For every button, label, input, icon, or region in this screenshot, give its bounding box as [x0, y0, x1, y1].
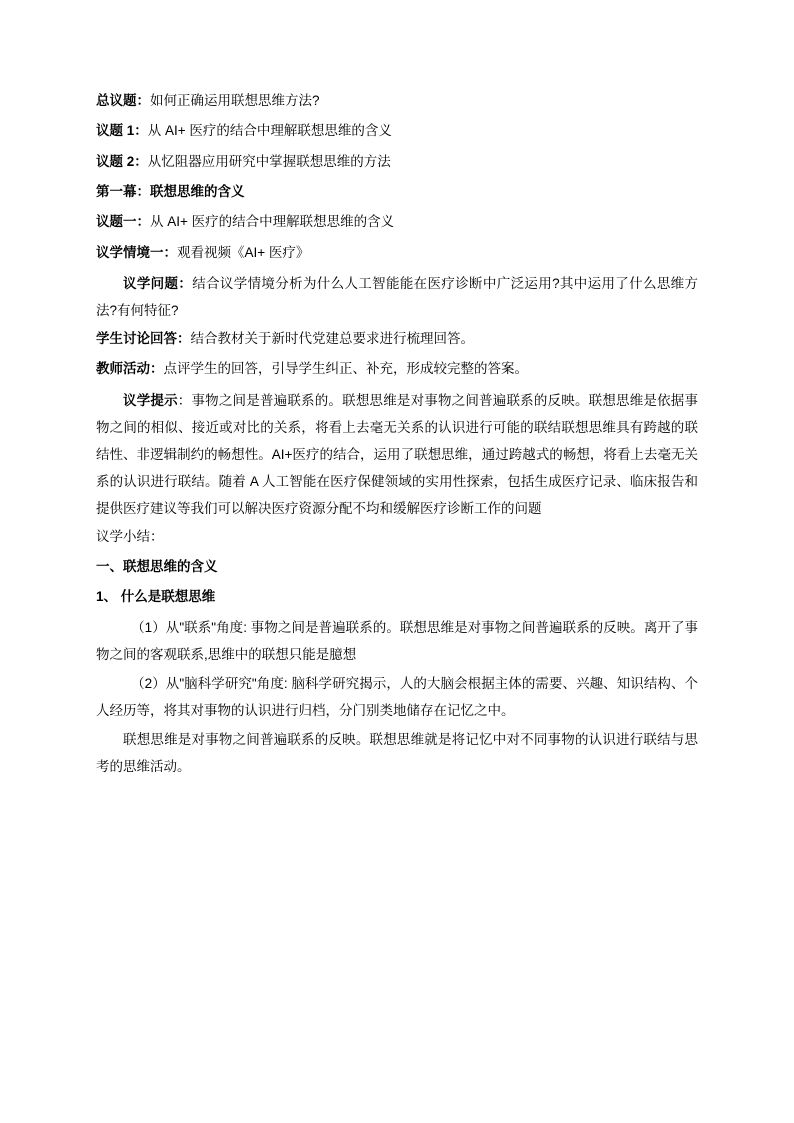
line-lead: 议题一：	[96, 214, 150, 230]
paragraph-lead: 议学提示	[123, 392, 178, 408]
heading-text: 一、联想思维的含义	[96, 558, 218, 574]
line-text: 如何正确运用联想思维方法?	[150, 93, 320, 108]
section-heading	[96, 584, 698, 610]
line-lead: 议题 2：	[96, 153, 148, 169]
paragraph-text: ：事物之间是普遍联系的。联想思维是对事物之间普遍联系的反映。联想思维是依据事物之间的相似、接近或对比的关系，将看上去毫无关系的认识进行可能的联结联想思维具有跨越的联结性、非逻辑制约的畅想性。AI+医疗的结合，运用了联想思维，通过跨越式的畅想，将看上去毫无关系的认识进行联结。随着 A 人工智能在医疗保健领域的实用性探索，包括生成医疗记录、临床报告和提供医疗建议等我们可以解决医疗资源分配不均和缓解医疗诊断工作的问题	[96, 392, 698, 516]
paragraph	[96, 270, 698, 324]
line-lead: 总议题：	[96, 93, 150, 108]
line-text: 点评学生的回答，引导学生纠正、补充，形成较完整的答案。	[163, 361, 528, 377]
paragraph-text: 联想思维是对事物之间普遍联系的反映。联想思维就是将记忆中对不同事物的认识进行联结与思考的思维活动。	[96, 732, 698, 775]
line-lead: 教师活动：	[96, 361, 164, 377]
heading-text: 1、 什么是联想思维	[96, 589, 216, 605]
line-text: 议学小结：	[96, 528, 164, 544]
text-line	[96, 240, 698, 266]
line-text: 从忆阻器应用研究中掌握联想思维的方法	[147, 153, 391, 169]
paragraph-text: （1）从"联系"角度: 事物之间是普遍联系的。联想思维是对事物之间普遍联系的反映。离开了事物之间的客观联系,思维中的联想只能是臆想	[96, 620, 698, 663]
text-line	[96, 88, 698, 114]
text-line	[96, 524, 698, 550]
paragraph	[96, 387, 698, 522]
heading-text: 第一幕：联想思维的含义	[96, 183, 245, 199]
paragraph-text: （2）从"脑科学研究"角度: 脑科学研究揭示，人的大脑会根据主体的需要、兴趣、知识结构、个人经历等，将其对事物的认识进行归档，分门别类地储存在记忆之中。	[96, 676, 698, 719]
paragraph-text: 结合议学情境分析为什么人工智能能在医疗诊断中广泛运用?其中运用了什么思维方法?有何特征?	[96, 275, 699, 318]
line-lead: 议学情境一：	[96, 244, 177, 260]
paragraph	[96, 670, 698, 724]
text-line	[96, 356, 698, 382]
line-text: 从 AI+ 医疗的结合中理解联想思维的含义	[147, 123, 392, 139]
text-line	[96, 326, 698, 352]
paragraph-lead: 议学问题：	[123, 275, 193, 291]
section-heading	[96, 554, 698, 580]
line-text: 观看视频《AI+ 医疗》	[177, 244, 310, 260]
line-lead: 学生讨论回答：	[96, 330, 191, 346]
paragraph	[96, 726, 698, 780]
line-lead: 议题 1：	[96, 123, 148, 139]
document-body	[96, 88, 698, 780]
line-text: 从 AI+ 医疗的结合中理解联想思维的含义	[150, 214, 395, 230]
line-text: 结合教材关于新时代党建总要求进行梳理回答。	[190, 330, 474, 346]
text-line	[96, 209, 698, 235]
text-line	[96, 149, 698, 175]
paragraph	[96, 614, 698, 668]
section-heading	[96, 179, 698, 205]
text-line	[96, 118, 698, 144]
